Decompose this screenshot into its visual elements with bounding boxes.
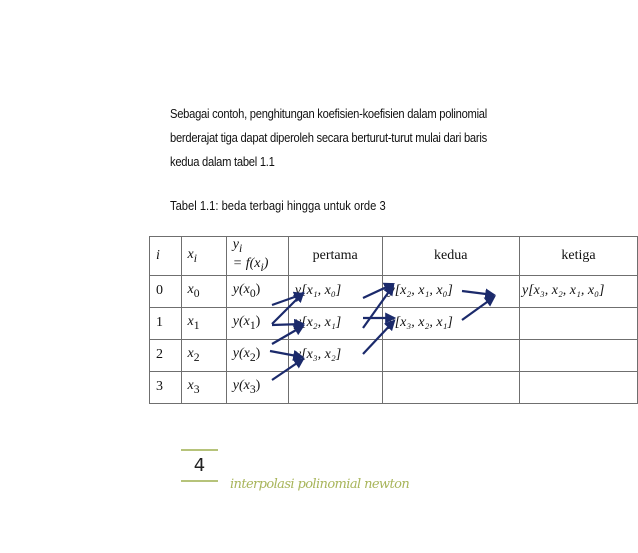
- page-number-top-rule: [181, 449, 218, 451]
- paragraph-line-2: berderajat tiga dapat diperoleh secara berturut-turut mulai dari baris: [170, 130, 487, 145]
- cell-x: $x_1$: [181, 307, 226, 339]
- cell-x: $x_2$: [181, 339, 226, 371]
- arrow-icon: [272, 324, 303, 325]
- cell-i: 3: [150, 371, 182, 403]
- arrow-icon: [272, 326, 303, 344]
- table-caption: Tabel 1.1: beda terbagi hingga untuk orde 3: [170, 198, 386, 213]
- cell-y: $y(x_1)$: [226, 307, 288, 339]
- cell-i: 2: [150, 339, 182, 371]
- cell-y: $y(x_2)$: [226, 339, 288, 371]
- arrow-icon: [272, 294, 303, 305]
- cell-y: $y(x_3)$: [226, 371, 288, 403]
- cell-kedua: y[x₃, x₂, x₁]: [382, 307, 519, 339]
- arrow-icon: [462, 291, 494, 295]
- arrow-icon: [462, 297, 494, 320]
- cell-pertama: y[x₂, x₁]: [288, 307, 382, 339]
- paragraph-line-1: Sebagai contoh, penghitungan koefisien-koefisien dalam polinomial: [170, 106, 488, 121]
- cell-i: 1: [150, 307, 182, 339]
- cell-pertama: y[x₃, x₂]: [288, 339, 382, 371]
- header-kedua: kedua: [382, 237, 519, 276]
- page-number-bottom-rule: [181, 480, 218, 482]
- arrow-icon: [270, 351, 302, 357]
- cell-x: $x_3$: [181, 371, 226, 403]
- cell-i: 0: [150, 275, 182, 307]
- cell-pertama: y[x₁, x₀]: [288, 275, 382, 307]
- arrow-icon: [272, 293, 303, 324]
- paragraph-line-3: kedua dalam tabel 1.1: [170, 154, 275, 169]
- page-number: 4: [193, 455, 206, 476]
- arrow-icon: [272, 359, 303, 380]
- header-i: i: [150, 237, 182, 276]
- cell-ketiga: y[x₃, x₂, x₁, x₀]: [519, 275, 637, 307]
- footer-title: interpolasi polinomial newton: [230, 477, 410, 492]
- cell-kedua: y[x₂, x₁, x₀]: [382, 275, 519, 307]
- cell-x: $x_0$: [181, 275, 226, 307]
- header-x: $x_i$: [181, 237, 226, 276]
- header-pertama: pertama: [288, 237, 382, 276]
- header-ketiga: ketiga: [519, 237, 637, 276]
- header-y: $y_i$ = $f(x_i)$: [226, 237, 288, 276]
- arrow-icon: [363, 286, 393, 328]
- arrow-icon: [363, 321, 394, 354]
- cell-y: $y(x_0)$: [226, 275, 288, 307]
